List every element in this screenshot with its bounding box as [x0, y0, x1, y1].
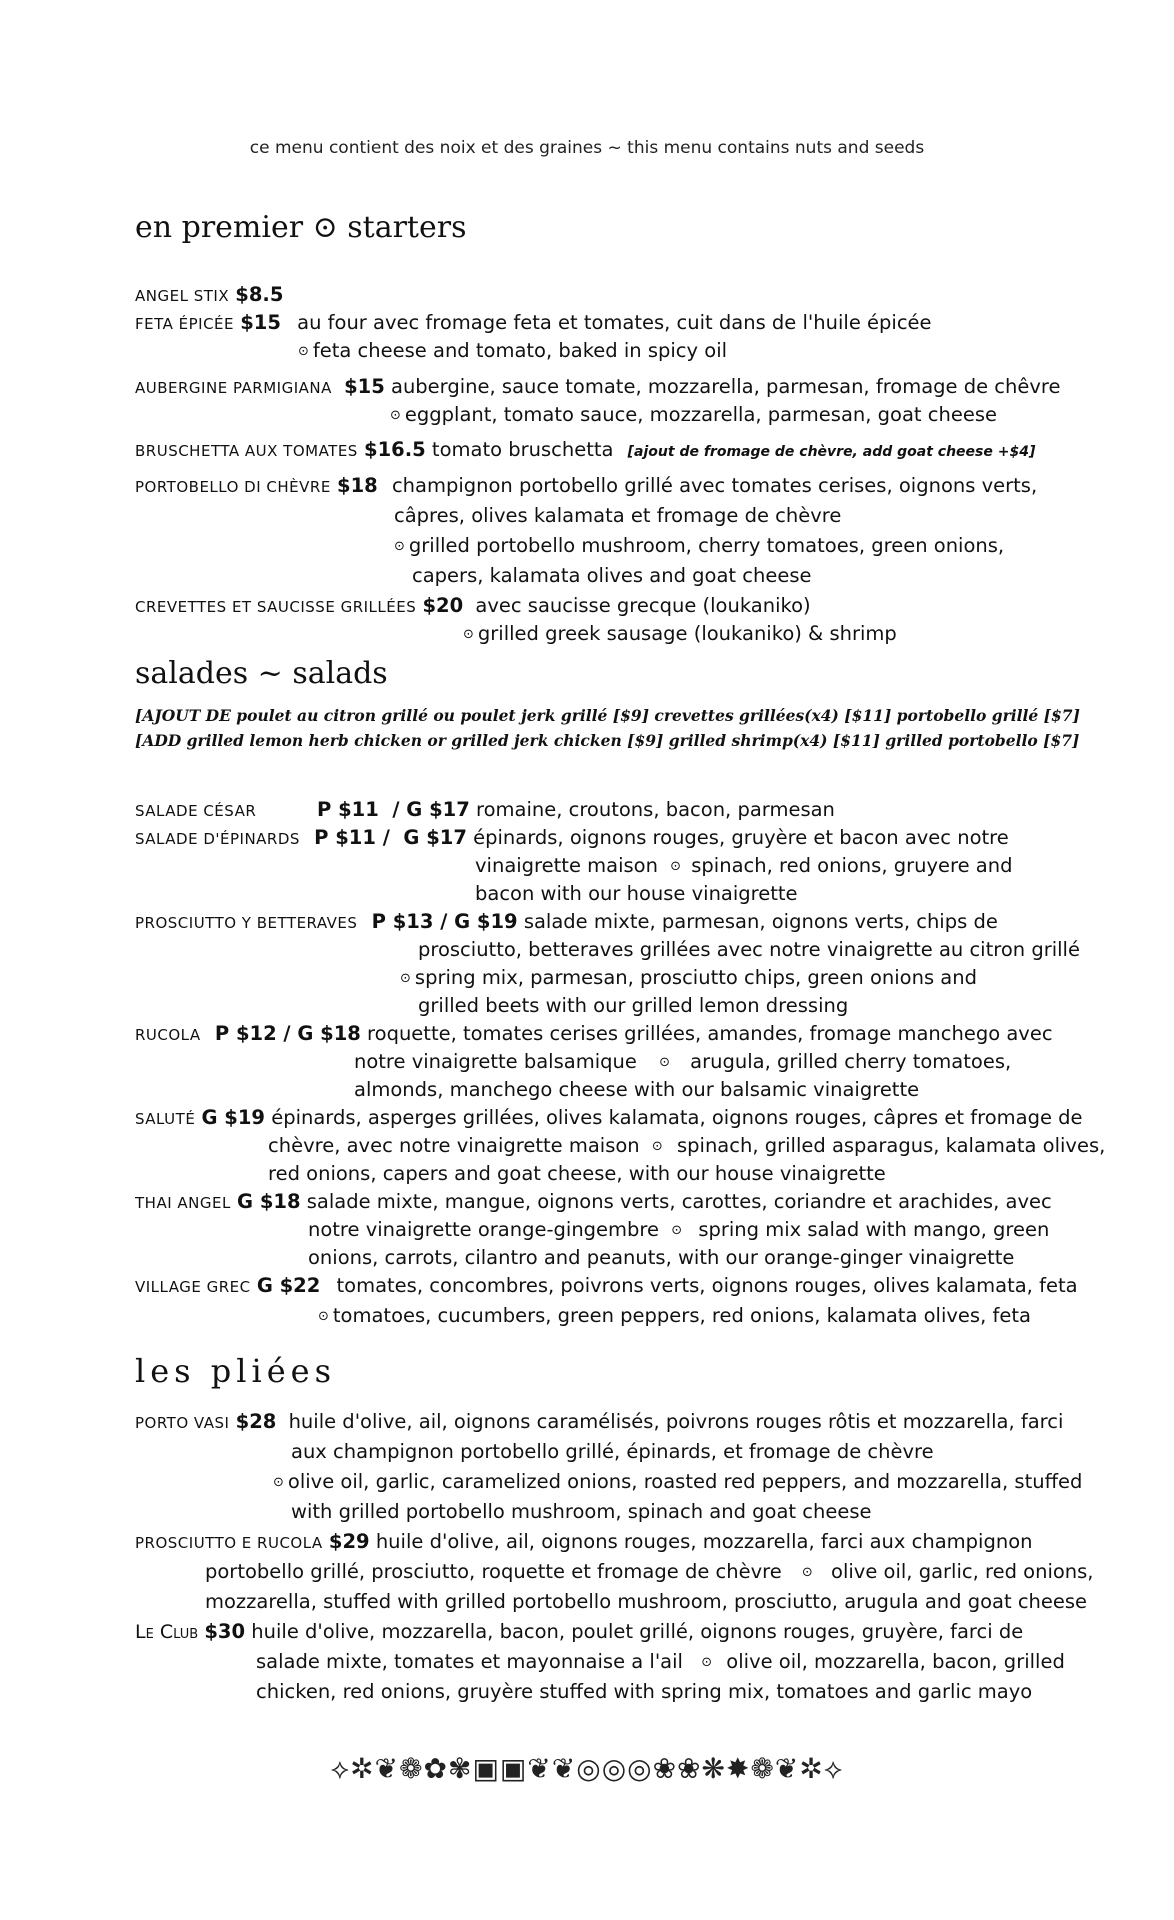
item-feta-en — [298, 341, 727, 361]
item-club-l3: chicken, red onions, gruyère stuffed with spring mix, tomatoes and garlic mayo — [256, 1680, 1033, 1703]
item-desc: portobello grillé, prosciutto, roquette et fromage de chèvre — [205, 1560, 782, 1583]
item-aubergine — [135, 377, 1061, 397]
item-rucola-l3: almonds, manchego cheese with our balsamic vinaigrette — [354, 1078, 920, 1101]
item-bruschetta — [135, 440, 1035, 460]
item-portobello — [135, 476, 1037, 496]
item-prosciutto-l4: grilled beets with our grilled lemon dressing — [418, 994, 849, 1017]
item-salute-l2 — [268, 1136, 1105, 1156]
item-name: SALADE CÉSAR — [135, 802, 257, 820]
item-crevettes — [135, 596, 811, 616]
item-name: VILLAGE GREC — [135, 1278, 251, 1296]
item-desc: arugula, grilled cherry tomatoes, — [690, 1050, 1012, 1073]
item-prosciutto-l2: prosciutto, betteraves grillées avec notre vinaigrette au citron grillé — [418, 938, 1080, 961]
item-desc: notre vinaigrette balsamique — [354, 1050, 637, 1073]
item-name: BRUSCHETTA AUX TOMATES — [135, 442, 358, 460]
item-thai-l2 — [308, 1220, 1049, 1240]
item-desc: olive oil, garlic, red onions, — [831, 1560, 1094, 1583]
item-village — [135, 1276, 1078, 1296]
item-note: [ajout de fromage de chèvre, add goat cheese +$4] — [627, 444, 1036, 460]
item-porto-l3 — [273, 1472, 1082, 1492]
item-price: P $11 / G $17 — [317, 798, 470, 821]
item-portobello-en1 — [394, 536, 1004, 556]
item-portobello-fr2: câpres, olives kalamata et fromage de chèvre — [394, 504, 842, 527]
pliees-title: les pliées — [135, 1352, 337, 1390]
item-rucola-l2 — [354, 1052, 1011, 1072]
item-thai — [135, 1192, 1052, 1212]
item-cesar — [135, 800, 835, 820]
item-price: G $19 — [201, 1106, 265, 1129]
item-desc: spring mix salad with mango, green — [698, 1218, 1050, 1241]
starters-title: en premier ⊙ starters — [135, 210, 467, 245]
bullet-icon: ⊙ — [400, 971, 411, 986]
item-desc-en: grilled greek sausage (loukaniko) & shrimp — [477, 622, 897, 645]
item-desc: salade mixte, tomates et mayonnaise a l'ail — [256, 1650, 683, 1673]
item-aubergine-en — [390, 405, 997, 425]
item-name: THAI ANGEL — [135, 1194, 231, 1212]
item-prosciutto-l3 — [400, 968, 977, 988]
salads-title: salades ~ salads — [135, 656, 388, 691]
item-price: $15 — [344, 375, 385, 398]
item-prosciutto-salad — [135, 912, 998, 932]
bullet-icon: ⊙ — [273, 1475, 284, 1490]
item-name: CREVETTES ET SAUCISSE GRILLÉES — [135, 598, 417, 616]
item-desc: spinach, grilled asparagus, kalamata olives, — [676, 1134, 1106, 1157]
item-name: AUBERGINE PARMIGIANA — [135, 379, 332, 397]
item-price: $20 — [422, 594, 464, 617]
item-desc: épinards, asperges grillées, olives kalamata, oignons rouges, câpres et fromage de — [271, 1106, 1083, 1129]
item-desc: chèvre, avec notre vinaigrette maison — [268, 1134, 640, 1157]
bullet-icon: ⊙ — [659, 1055, 670, 1070]
item-desc: olive oil, garlic, caramelized onions, roasted red peppers, and mozzarella, stuffed — [287, 1470, 1083, 1493]
item-prosciutto-rucola — [135, 1532, 1033, 1552]
item-desc: huile d'olive, mozzarella, bacon, poulet grillé, oignons rouges, gruyère, farci de — [251, 1620, 1024, 1643]
item-porto-l2: aux champignon portobello grillé, épinards, et fromage de chèvre — [291, 1440, 934, 1463]
item-price: $15 — [240, 311, 281, 334]
item-desc: spring mix, parmesan, prosciutto chips, green onions and — [414, 966, 977, 989]
salad-addon-en: [ADD grilled lemon herb chicken or grilled jerk chicken [$9] grilled shrimp(x4) [$11] grilled portobello [$7] — [135, 731, 1080, 750]
item-name: SALUTÉ — [135, 1110, 196, 1128]
item-portobello-en2: capers, kalamata olives and goat cheese — [412, 564, 812, 587]
item-price: $28 — [235, 1410, 277, 1433]
item-desc: huile d'olive, ail, oignons caramélisés, poivrons rouges rôtis et mozzarella, farci — [288, 1410, 1064, 1433]
item-angel-stix — [135, 285, 283, 305]
item-epinards — [135, 828, 1009, 848]
item-desc: salade mixte, parmesan, oignons verts, chips de — [523, 910, 998, 933]
item-price: $16.5 — [364, 438, 426, 461]
salad-addon-fr: [AJOUT DE poulet au citron grillé ou poulet jerk grillé [$9] crevettes grillées(x4) [$11] portobello grillé [$7] — [135, 706, 1080, 725]
item-salute-l3: red onions, capers and goat cheese, with our house vinaigrette — [268, 1162, 886, 1185]
item-price: P $12 / G $18 — [214, 1022, 361, 1045]
item-name: ANGEL STIX — [135, 287, 230, 305]
item-desc: épinards, oignons rouges, gruyère et bacon avec notre — [473, 826, 1009, 849]
bullet-icon: ⊙ — [801, 1565, 813, 1580]
item-price: $30 — [204, 1620, 246, 1643]
item-salute — [135, 1108, 1083, 1128]
item-village-l2 — [318, 1306, 1031, 1326]
bullet-icon: ⊙ — [701, 1655, 713, 1670]
item-name: PORTO VASI — [135, 1414, 230, 1432]
item-name: RUCOLA — [135, 1026, 201, 1044]
item-price: $18 — [337, 474, 378, 497]
item-epinards-l3: bacon with our house vinaigrette — [475, 882, 798, 905]
item-desc-en: eggplant, tomato sauce, mozzarella, parmesan, goat cheese — [404, 403, 997, 426]
decorative-ornament-divider: ⟡✲❦❁✿✾▣▣❦❦◎◎◎❀❀❋✸❁❦✲⟡ — [330, 1752, 844, 1785]
item-desc: roquette, tomates cerises grillées, amandes, fromage manchego avec — [367, 1022, 1053, 1045]
item-epinards-l2 — [475, 856, 1012, 876]
item-desc-fr: champignon portobello grillé avec tomates cerises, oignons verts, — [391, 474, 1038, 497]
item-desc-en: grilled portobello mushroom, cherry tomatoes, green onions, — [408, 534, 1005, 557]
item-desc: tomatoes, cucumbers, green peppers, red onions, kalamata olives, feta — [332, 1304, 1031, 1327]
item-name: FETA ÉPICÉE — [135, 315, 235, 333]
item-desc-fr: avec saucisse grecque (loukaniko) — [475, 594, 811, 617]
bullet-icon: ⊙ — [671, 1223, 683, 1238]
item-price: $8.5 — [235, 283, 284, 306]
item-desc: tomato bruschetta — [431, 438, 614, 461]
item-price: G $22 — [256, 1274, 321, 1297]
item-desc: vinaigrette maison — [475, 854, 658, 877]
item-crevettes-en — [463, 624, 897, 644]
bullet-icon: ⊙ — [463, 627, 474, 642]
item-le-club — [135, 1622, 1023, 1642]
item-porto-vasi — [135, 1412, 1063, 1432]
bullet-icon: ⊙ — [318, 1309, 329, 1324]
item-price: P $13 / G $19 — [371, 910, 518, 933]
item-desc: olive oil, mozzarella, bacon, grilled — [726, 1650, 1065, 1673]
item-desc: notre vinaigrette orange-gingembre — [308, 1218, 660, 1241]
item-desc-en: feta cheese and tomato, baked in spicy oil — [312, 339, 728, 362]
bullet-icon: ⊙ — [394, 539, 405, 554]
bullet-icon: ⊙ — [651, 1139, 663, 1154]
item-club-l2 — [256, 1652, 1065, 1672]
item-desc: tomates, concombres, poivrons verts, oignons rouges, olives kalamata, feta — [336, 1274, 1078, 1297]
item-rucola — [135, 1024, 1053, 1044]
bullet-icon: ⊙ — [298, 344, 309, 359]
item-prosciutto-rucola-l2 — [205, 1562, 1094, 1582]
item-price: $29 — [328, 1530, 370, 1553]
item-desc: spinach, red onions, gruyere and — [691, 854, 1013, 877]
item-feta — [135, 313, 932, 333]
item-name: PROSCIUTTO Y BETTERAVES — [135, 914, 358, 932]
item-porto-l4: with grilled portobello mushroom, spinach and goat cheese — [291, 1500, 872, 1523]
item-prosciutto-rucola-l3: mozzarella, stuffed with grilled portobello mushroom, prosciutto, arugula and goat cheese — [205, 1590, 1088, 1613]
item-desc-fr: au four avec fromage feta et tomates, cuit dans de l'huile épicée — [297, 311, 932, 334]
item-name: Le Club — [135, 1621, 199, 1643]
item-price: P $11 / G $17 — [314, 826, 467, 849]
bullet-icon: ⊙ — [670, 859, 682, 874]
bullet-icon: ⊙ — [390, 408, 401, 423]
item-price: G $18 — [237, 1190, 301, 1213]
item-name: SALADE D'ÉPINARDS — [135, 830, 300, 848]
item-desc-fr: aubergine, sauce tomate, mozzarella, parmesan, fromage de chêvre — [391, 375, 1061, 398]
nuts-notice: ce menu contient des noix et des graines ~ this menu contains nuts and seeds — [249, 138, 925, 158]
item-desc: huile d'olive, ail, oignons rouges, mozzarella, farci aux champignon — [375, 1530, 1033, 1553]
item-thai-l3: onions, carrots, cilantro and peanuts, with our orange-ginger vinaigrette — [308, 1246, 1015, 1269]
item-desc: romaine, croutons, bacon, parmesan — [475, 798, 835, 821]
item-name: PORTOBELLO DI CHÈVRE — [135, 478, 331, 496]
item-name: PROSCIUTTO E RUCOLA — [135, 1534, 323, 1552]
item-desc: salade mixte, mangue, oignons verts, carottes, coriandre et arachides, avec — [306, 1190, 1052, 1213]
